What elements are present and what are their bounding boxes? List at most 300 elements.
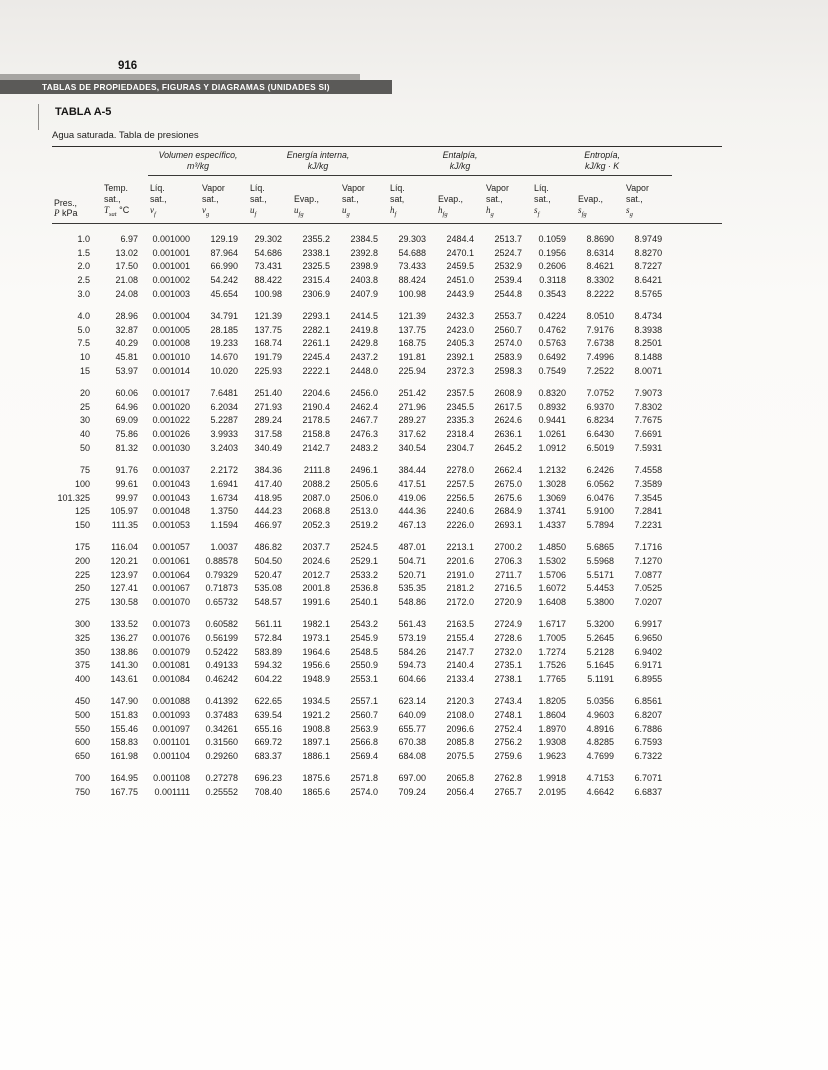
table-cell: 6.2426 (586, 464, 615, 475)
table-cell: 594.32 (254, 660, 283, 671)
group-header-row (52, 150, 722, 176)
group-header: Volumen específico, m³/kg (148, 150, 248, 176)
table-cell: 53.97 (115, 366, 138, 377)
table-cell: 6.8561 (634, 695, 663, 706)
table-row (52, 595, 722, 609)
table-cell: 2398.9 (350, 261, 379, 272)
table-cell: 2222.1 (302, 366, 331, 377)
table-cell: 604.22 (254, 674, 283, 685)
table-cell: 111.35 (111, 520, 138, 531)
table-cell: 2529.1 (350, 555, 379, 566)
table-cell: 6.0562 (586, 478, 615, 489)
table-cell: 6.9370 (586, 401, 615, 412)
table-cell: 1.8970 (538, 723, 567, 734)
top-rule (52, 146, 722, 147)
table-cell: 2574.0 (350, 786, 379, 797)
table-cell: 584.26 (398, 646, 427, 657)
table-cell: 29.302 (254, 233, 283, 244)
table-cell: 28.185 (210, 324, 239, 335)
table-cell: 4.7699 (586, 751, 615, 762)
table-cell: 0.001070 (152, 597, 190, 608)
table-cell: 1.3750 (210, 506, 239, 517)
table-cell: 417.40 (254, 478, 283, 489)
table-cell: 2355.2 (302, 233, 331, 244)
table-cell: 7.1716 (634, 541, 663, 552)
column-symbol: $T_{sat}$ °C (104, 204, 130, 218)
table-cell: 2752.4 (494, 723, 523, 734)
table-row (52, 504, 722, 518)
table-cell: 2506.0 (350, 492, 379, 503)
table-cell: 1.3741 (538, 506, 567, 517)
table-cell: 175 (74, 541, 90, 552)
table-cell: 2574.0 (494, 338, 523, 349)
table-cell: 0.001104 (153, 751, 190, 762)
table-cell: 2204.6 (302, 387, 331, 398)
table-cell: 40 (79, 429, 90, 440)
table-cell: 2617.5 (494, 401, 523, 412)
table-cell: 2467.7 (350, 415, 379, 426)
table-cell: 561.43 (398, 618, 427, 629)
table-cell: 2108.0 (446, 709, 475, 720)
table-cell: 444.23 (254, 506, 283, 517)
table-cell: 5.3200 (586, 618, 615, 629)
table-cell: 1.3028 (538, 478, 567, 489)
table-cell: 1.9918 (538, 773, 567, 783)
table-cell: 0.65732 (205, 597, 239, 608)
table-row (52, 223, 722, 245)
table-cell: 0.001037 (152, 464, 190, 475)
table-row (52, 645, 722, 659)
table-cell: 100.98 (398, 289, 427, 300)
table-row (52, 337, 722, 351)
table-row (52, 400, 722, 414)
table-cell: 0.001088 (152, 695, 190, 706)
table-cell: 225.94 (398, 366, 427, 377)
table-cell: 6.7071 (634, 773, 663, 783)
table-cell: 7.1270 (634, 555, 663, 566)
table-cell: 3.2403 (210, 443, 239, 454)
table-cell: 1934.5 (302, 695, 331, 706)
table-cell: 150 (74, 520, 90, 531)
table-row (52, 246, 722, 260)
column-header: Líq. sat., $v_f$ (148, 176, 200, 224)
table-cell: 8.3938 (634, 324, 663, 335)
table-cell: 5.5171 (586, 569, 615, 580)
table-cell: 164.95 (110, 773, 138, 783)
table-cell: 0.001010 (152, 352, 190, 363)
column-header: Vapor sat., $h_g$ (484, 176, 532, 224)
table-cell: 1.7526 (538, 660, 567, 671)
table-cell: 0.1956 (538, 247, 567, 258)
table-cell: 2569.4 (350, 751, 379, 762)
table-cell: 1.4337 (538, 520, 567, 531)
table-cell: 2392.8 (350, 247, 379, 258)
table-cell: 0.001008 (152, 338, 190, 349)
table-cell: 7.5 (77, 338, 90, 349)
table-cell: 650 (74, 751, 90, 762)
table-cell: 2563.9 (350, 723, 379, 734)
table-row (52, 323, 722, 337)
table-cell: 6.9402 (634, 646, 663, 657)
table-cell: 5.2128 (586, 646, 615, 657)
table-cell: 6.97 (120, 233, 138, 244)
table-cell: 670.38 (398, 737, 427, 748)
table-cell: 2724.9 (494, 618, 523, 629)
table-cell: 709.24 (398, 786, 427, 797)
table-cell: 7.3589 (634, 478, 663, 489)
table-cell: 2.2172 (210, 464, 239, 475)
table-cell: 2533.2 (350, 569, 379, 580)
table-head (52, 150, 722, 223)
table-cell: 1.5302 (538, 555, 567, 566)
table-cell: 2190.4 (302, 401, 331, 412)
table-cell: 1.0037 (210, 541, 239, 552)
table-cell: 2293.1 (302, 310, 331, 321)
table-cell: 2675.6 (494, 492, 523, 503)
table-cell: 5.7894 (586, 520, 615, 531)
table-cell: 6.6430 (586, 429, 615, 440)
table-title: Agua saturada. Tabla de presiones (52, 130, 199, 141)
table-cell: 2728.6 (494, 632, 523, 643)
table-cell: 2557.1 (350, 695, 379, 706)
table-cell: 91.76 (115, 464, 138, 475)
table-label-box (38, 104, 111, 130)
table-cell: 6.9171 (634, 660, 663, 671)
table-cell: 2419.8 (350, 324, 379, 335)
table-cell: 7.0752 (586, 387, 615, 398)
table-cell: 1991.6 (302, 597, 331, 608)
table-row (52, 414, 722, 428)
table-cell: 1.6072 (538, 583, 567, 594)
table-cell: 75 (79, 464, 90, 475)
table-cell: 40.29 (115, 338, 138, 349)
masthead (0, 0, 828, 94)
table-row (52, 532, 722, 554)
table-row (52, 785, 722, 799)
table-cell: 2462.4 (350, 401, 379, 412)
table-cell: 5.5968 (586, 555, 615, 566)
column-symbol: $v_f$ (150, 204, 156, 218)
table-cell: 141.30 (110, 660, 138, 671)
table-cell: 130.58 (110, 597, 138, 608)
table-cell: 0.34261 (205, 723, 239, 734)
table-cell: 5.2287 (210, 415, 239, 426)
column-symbol: $h_{fg}$ (438, 204, 448, 218)
table-cell: 4.8285 (586, 737, 615, 748)
table-cell: 8.6421 (634, 275, 663, 286)
table-cell: 7.4558 (634, 464, 663, 475)
group-header: Entalpía, kJ/kg (388, 150, 532, 176)
column-symbol: $u_g$ (342, 204, 350, 218)
table-cell: 1.3069 (538, 492, 567, 503)
table-cell: 444.36 (398, 506, 427, 517)
table-cell: 0.001079 (152, 646, 190, 657)
table-cell: 251.40 (254, 387, 283, 398)
table-cell: 0.001017 (152, 387, 190, 398)
table-cell: 600 (74, 737, 90, 748)
table-cell: 504.71 (398, 555, 427, 566)
table-cell: 54.688 (398, 247, 427, 258)
table-cell: 8.2222 (586, 289, 615, 300)
table-cell: 64.96 (115, 401, 138, 412)
table-cell: 5.3800 (586, 597, 615, 608)
table-cell: 0.001067 (152, 583, 190, 594)
table-cell: 0.001084 (152, 674, 190, 685)
table-cell: 8.0071 (634, 366, 663, 377)
table-cell: 2245.4 (302, 352, 331, 363)
table-row (52, 477, 722, 491)
table-cell: 2345.5 (446, 401, 475, 412)
table-cell: 2240.6 (446, 506, 475, 517)
table-cell: 2318.4 (446, 429, 475, 440)
table-cell: 0.3543 (538, 289, 567, 300)
table-cell: 2147.7 (446, 646, 475, 657)
table-cell: 1.0 (77, 233, 90, 244)
table-cell: 50 (79, 443, 90, 454)
table-cell: 2.0 (77, 261, 90, 272)
table-cell: 129.19 (210, 233, 239, 244)
table-cell: 2037.7 (302, 541, 331, 552)
table-cell: 8.0510 (586, 310, 615, 321)
table-cell: 6.0476 (586, 492, 615, 503)
table-cell: 2226.0 (446, 520, 475, 531)
table-cell: 2335.3 (446, 415, 475, 426)
table-cell: 684.08 (398, 751, 427, 762)
table-cell: 2524.5 (350, 541, 379, 552)
table-cell: 594.73 (398, 660, 427, 671)
table-cell: 138.86 (110, 646, 138, 657)
table-cell: 2560.7 (494, 324, 523, 335)
table-cell: 0.001000 (152, 233, 190, 244)
table-cell: 2540.1 (350, 597, 379, 608)
table-cell: 0.001048 (152, 506, 190, 517)
column-header: Líq. sat., $u_f$ (248, 176, 292, 224)
table-cell: 1982.1 (302, 618, 331, 629)
table-cell: 7.2841 (634, 506, 663, 517)
table-cell: 1886.1 (302, 751, 331, 762)
table-cell: 1.9623 (538, 751, 567, 762)
table-cell: 6.7886 (634, 723, 663, 734)
table-cell: 1.6734 (210, 492, 239, 503)
table-cell: 8.4734 (634, 310, 663, 321)
table-cell: 2142.7 (302, 443, 331, 454)
row-group (52, 763, 722, 799)
column-header: Pres., P kPa (52, 176, 102, 224)
table-cell: 0.001043 (152, 478, 190, 489)
table-cell: 29.303 (398, 233, 427, 244)
table-cell: 2024.6 (302, 555, 331, 566)
row-group (52, 686, 722, 763)
table-cell: 2338.1 (302, 247, 331, 258)
table-cell: 289.24 (254, 415, 283, 426)
table-cell: 640.09 (398, 709, 427, 720)
table-cell: 467.13 (398, 520, 427, 531)
table-cell: 0.001093 (152, 709, 190, 720)
table-cell: 2437.2 (350, 352, 379, 363)
table-cell: 548.86 (398, 597, 427, 608)
table-cell: 655.16 (254, 723, 283, 734)
table-cell: 2545.9 (350, 632, 379, 643)
table-cell: 2213.1 (446, 541, 475, 552)
table-cell: 0.1059 (538, 233, 567, 244)
table-cell: 2544.8 (494, 289, 523, 300)
column-header: Evap., $s_{fg}$ (576, 176, 624, 224)
table-cell: 1.6408 (538, 597, 567, 608)
table-cell: 99.61 (115, 478, 138, 489)
table-cell: 6.8234 (586, 415, 615, 426)
table-cell: 271.96 (398, 401, 427, 412)
table-cell: 2.5 (77, 275, 90, 286)
table-cell: 466.97 (254, 520, 283, 531)
table-cell: 2700.2 (494, 541, 523, 552)
table-cell: 225 (74, 569, 90, 580)
row-group (52, 223, 722, 301)
table-cell: 69.09 (115, 415, 138, 426)
table-cell: 0.001004 (152, 310, 190, 321)
table-cell: 325 (74, 632, 90, 643)
table-cell: 572.84 (254, 632, 283, 643)
table-cell: 669.72 (254, 737, 283, 748)
table-cell: 7.6481 (210, 387, 239, 398)
table-cell: 340.49 (254, 443, 283, 454)
group-header: Entropía, kJ/kg · K (532, 150, 672, 176)
group-header-spacer (52, 150, 148, 176)
table-cell: 2553.1 (350, 674, 379, 685)
table-cell: 123.97 (110, 569, 138, 580)
table-cell: 2543.2 (350, 618, 379, 629)
table-cell: 655.77 (398, 723, 427, 734)
table-cell: 99.97 (115, 492, 138, 503)
table-cell: 300 (74, 618, 90, 629)
table-cell: 2407.9 (350, 289, 379, 300)
table-cell: 120.21 (110, 555, 138, 566)
table-cell: 7.7675 (634, 415, 663, 426)
table-cell: 133.52 (110, 618, 138, 629)
table-cell: 2163.5 (446, 618, 475, 629)
table-cell: 88.424 (398, 275, 427, 286)
table-cell: 683.37 (254, 751, 283, 762)
table-cell: 7.4996 (586, 352, 615, 363)
table-row (52, 364, 722, 378)
table-cell: 2451.0 (446, 275, 475, 286)
table-cell: 2645.2 (494, 443, 523, 454)
table-cell: 137.75 (254, 324, 283, 335)
table-cell: 2706.3 (494, 555, 523, 566)
table-cell: 548.57 (254, 597, 283, 608)
table-cell: 1.7765 (538, 674, 567, 685)
table-cell: 1964.6 (302, 646, 331, 657)
table-cell: 1.6717 (538, 618, 567, 629)
table-cell: 7.0525 (634, 583, 663, 594)
column-header: Vapor sat., $u_g$ (340, 176, 388, 224)
table-cell: 7.3545 (634, 492, 663, 503)
table-row (52, 287, 722, 301)
table-cell: 0.4762 (538, 324, 567, 335)
table-cell: 34.791 (210, 310, 239, 321)
table-cell: 155.46 (110, 723, 138, 734)
table-cell: 0.001101 (153, 737, 190, 748)
table-cell: 6.9650 (634, 632, 663, 643)
column-symbol: $s_{fg}$ (578, 204, 587, 218)
table-cell: 2068.8 (302, 506, 331, 517)
table-cell: 2191.0 (446, 569, 475, 580)
table-cell: 0.001076 (152, 632, 190, 643)
column-symbol: $h_f$ (390, 204, 397, 218)
table-cell: 45.81 (115, 352, 138, 363)
table-row (52, 686, 722, 708)
table-row (52, 609, 722, 631)
table-cell: 75.86 (115, 429, 138, 440)
table-cell: 2756.2 (494, 737, 523, 748)
table-cell: 2624.6 (494, 415, 523, 426)
table-cell: 583.89 (254, 646, 283, 657)
table-cell: 2085.8 (446, 737, 475, 748)
table-cell: 0.001061 (152, 555, 190, 566)
table-cell: 0.001005 (152, 324, 190, 335)
column-header: Temp. sat., $T_{sat}$ °C (102, 176, 148, 224)
table-cell: 2111.8 (303, 464, 331, 475)
table-cell: 2075.5 (446, 751, 475, 762)
table-cell: 121.39 (398, 310, 427, 321)
table-cell: 2056.4 (446, 786, 475, 797)
table-cell: 191.81 (398, 352, 427, 363)
table-cell: 6.8207 (634, 709, 663, 720)
table-cell: 2278.0 (446, 464, 475, 475)
table-cell: 10 (79, 352, 90, 363)
table-cell: 1.5706 (538, 569, 567, 580)
table-cell: 147.90 (110, 695, 138, 706)
column-symbol: P kPa (54, 208, 78, 219)
table-cell: 151.83 (110, 709, 138, 720)
table-cell: 1.1594 (210, 520, 239, 531)
table-cell: 2484.4 (446, 233, 475, 244)
table-cell: 2456.0 (350, 387, 379, 398)
table-row (52, 581, 722, 595)
table-cell: 2459.5 (446, 261, 475, 272)
table-cell: 116.04 (111, 541, 138, 552)
table-row (52, 708, 722, 722)
table-cell: 2357.5 (446, 387, 475, 398)
table-cell: 13.02 (115, 247, 138, 258)
table-cell: 350 (74, 646, 90, 657)
table-cell: 2566.8 (350, 737, 379, 748)
table-cell: 2765.7 (494, 786, 523, 797)
table-row (52, 568, 722, 582)
row-group (52, 609, 722, 686)
table-cell: 1921.2 (302, 709, 331, 720)
table-cell: 8.1488 (634, 352, 663, 363)
table-cell: 0.6492 (538, 352, 567, 363)
table-cell: 1973.1 (302, 632, 331, 643)
table-cell: 0.001014 (152, 366, 190, 377)
table-cell: 2172.0 (446, 597, 475, 608)
table-cell: 0.001030 (152, 443, 190, 454)
table-cell: 708.40 (254, 786, 283, 797)
table-cell: 2140.4 (446, 660, 475, 671)
table-cell: 535.08 (254, 583, 283, 594)
table-cell: 0.001097 (152, 723, 190, 734)
table-cell: 1956.6 (302, 660, 331, 671)
table-cell: 30 (79, 415, 90, 426)
table-cell: 2306.9 (302, 289, 331, 300)
table-cell: 2738.1 (494, 674, 523, 685)
table-cell: 7.2522 (586, 366, 615, 377)
table-cell: 0.49133 (205, 660, 239, 671)
column-header: Vapor sat., $s_g$ (624, 176, 672, 224)
table-cell: 2524.7 (494, 247, 523, 258)
table-cell: 6.2034 (210, 401, 239, 412)
table-cell: 2201.6 (446, 555, 475, 566)
